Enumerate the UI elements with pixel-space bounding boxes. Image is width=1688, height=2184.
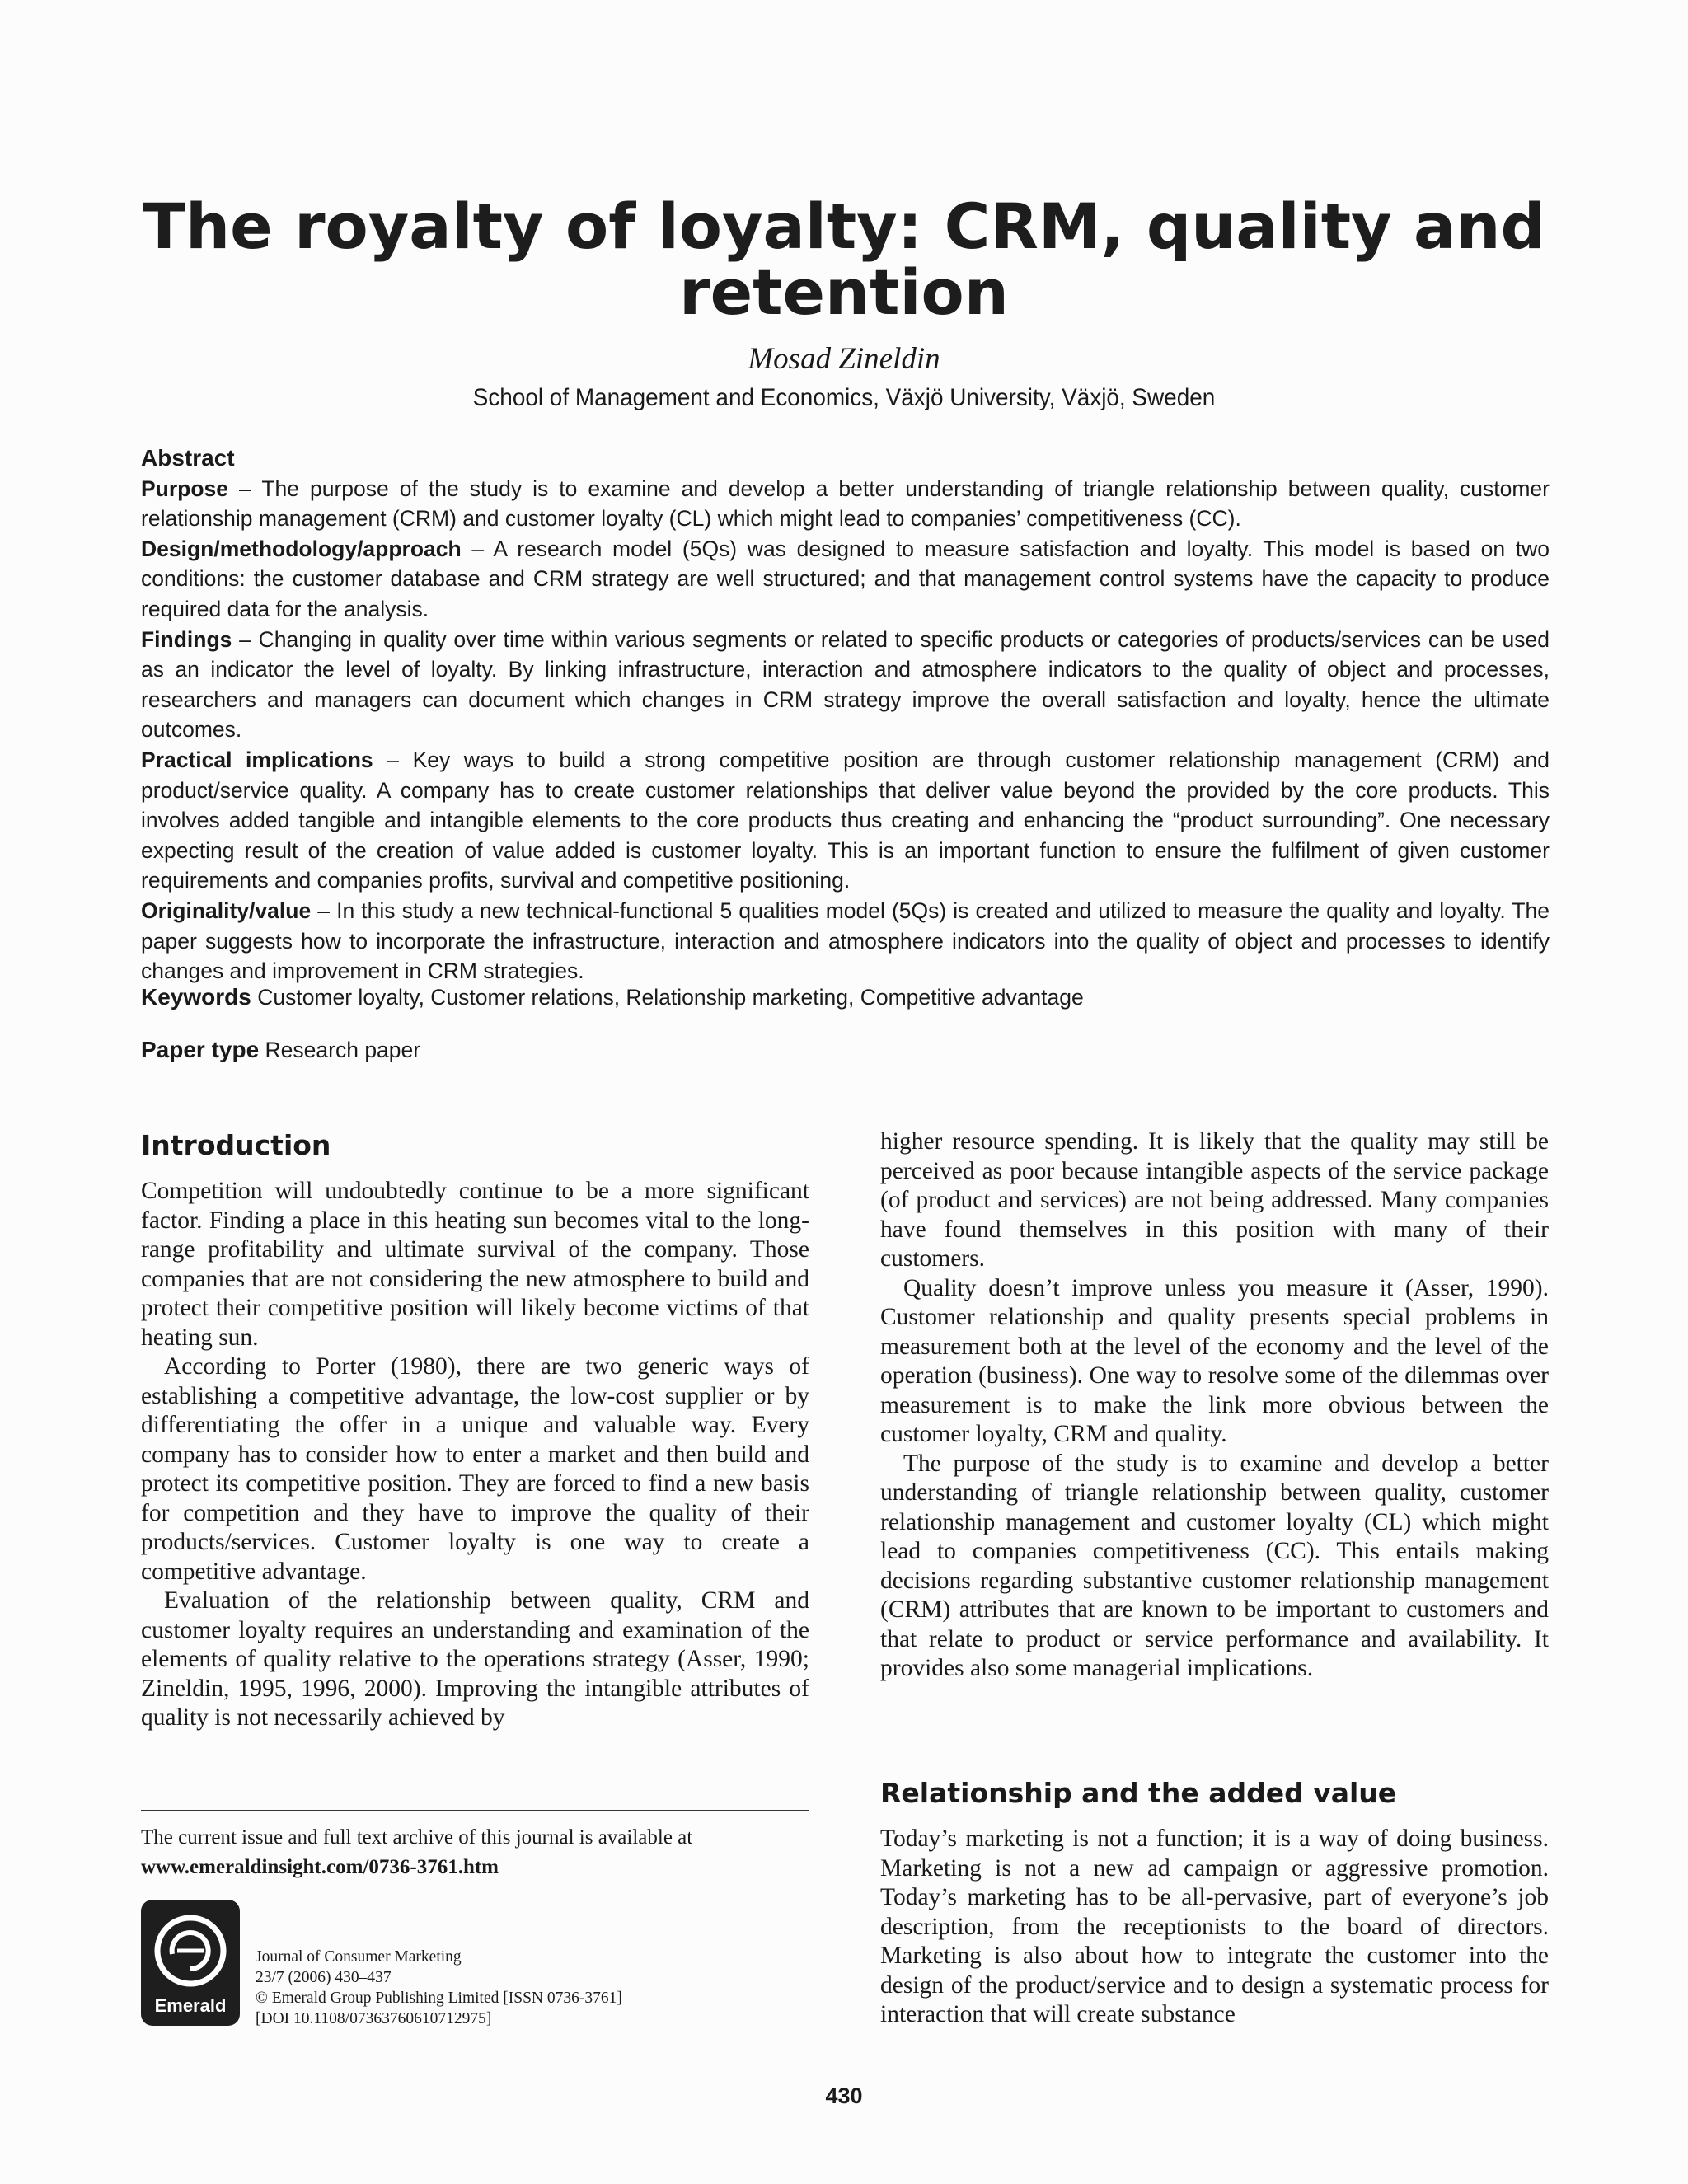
abstract-text: Changing in quality over time within various segments or related to specific products or categories of products/services can be used as an indicator the level of loyalty. By linking infrastructure, interaction and atmosphere indicators to the quality of object and processes, researchers and managers can document which changes in CRM strategy improve the overall satisfaction and loyalty, hence the ultimate outcomes. xyxy=(141,626,1550,743)
body-paragraph: Competition will undoubtedly continue to be a more significant factor. Finding a place in this heating sun becomes vital to the long-range profitability and ultimate survival of the company. Those companies that are not considering the new atmosphere to build and protect their competitive position will likely become victims of that heating sun. xyxy=(141,1178,809,1351)
footnote-divider xyxy=(141,1810,809,1811)
paper-type-label: Paper type xyxy=(141,1037,260,1062)
abstract-section xyxy=(141,625,1550,745)
keywords xyxy=(141,984,1084,1010)
keywords-label: Keywords xyxy=(141,984,251,1010)
abstract-label: Design/methodology/approach xyxy=(141,536,462,561)
abstract xyxy=(141,443,1550,987)
abstract-label: Findings xyxy=(141,626,232,652)
abstract-section xyxy=(141,474,1550,534)
abstract-section xyxy=(141,745,1550,896)
relationship-heading: Relationship and the added value xyxy=(880,1777,1397,1809)
abstract-dash: – xyxy=(311,898,337,923)
archive-url[interactable]: www.emeraldinsight.com/0736-3761.htm xyxy=(141,1856,499,1878)
paper-type-text: Research paper xyxy=(265,1038,421,1062)
body-paragraph: The purpose of the study is to examine and develop a better understanding of triangle relationship between quality, customer relationship management and customer loyalty (CL) which might lead to companies competitiveness (CC). This entails making decisions regarding substantive customer relationship management (CRM) attributes that are known to be important to customers and that relate to product or service performance and availability. It provides also some managerial implications. xyxy=(880,1450,1549,1681)
abstract-dash: – xyxy=(228,476,262,501)
abstract-heading: Abstract xyxy=(141,445,235,471)
author-name: Mosad Zineldin xyxy=(748,342,940,376)
abstract-label: Practical implications xyxy=(141,747,373,772)
journal-line: © Emerald Group Publishing Limited [ISSN 0736-3761] xyxy=(256,1990,622,2007)
archive-text: The current issue and full text archive of this journal is available at xyxy=(141,1826,693,1849)
abstract-dash: – xyxy=(232,626,259,652)
introduction-heading: Introduction xyxy=(141,1129,331,1161)
author-affiliation: School of Management and Economics, Växjö University, Växjö, Sweden xyxy=(472,384,1216,411)
abstract-dash: – xyxy=(373,747,413,772)
paper-title: The royalty of loyalty: CRM, quality and retention xyxy=(143,190,1545,329)
abstract-text: Key ways to build a strong competitive position are through customer relationship management (CRM) and product/service quality. A company has to create customer relationships that deliver value beyond the provided by the core products. This involves added tangible and intangible elements to the core products thus creating and enhancing the “product surrounding”. One necessary expecting result of the creation of value added is customer loyalty. This is an important function to ensure the fulfilment of given customer requirements and companies profits, survival and competitive positioning. xyxy=(141,747,1550,893)
journal-info xyxy=(256,1947,622,2029)
body-paragraph: Today’s marketing is not a function; it is a way of doing business. Marketing is not a new ad campaign or aggressive promotion. Today’s marketing has to be all-pervasive, part of everyone’s job description, from the receptionists to the board of directors. Marketing is also about how to integrate the customer into the design of the product/service and to design a systematic process for interaction that will create substance xyxy=(880,1825,1549,2027)
body-paragraph: higher resource spending. It is likely that the quality may still be perceived as poor because intangible aspects of the service package (of product and services) are not being addressed. Many companies have found themselves in this position with many of their customers. xyxy=(880,1128,1549,1272)
emerald-logo-icon xyxy=(141,1900,240,1999)
right-column xyxy=(880,1127,1549,1684)
abstract-text: A research model (5Qs) was designed to measure satisfaction and loyalty. This model is based on two conditions: the customer database and CRM strategy are well structured; and that management control systems have the capacity to produce required data for the analysis. xyxy=(141,536,1550,621)
emerald-logo xyxy=(141,1900,240,2026)
paper-type xyxy=(141,1037,420,1063)
page-number: 430 xyxy=(825,2083,863,2108)
abstract-label: Purpose xyxy=(141,476,229,501)
abstract-text: In this study a new technical-functional 5 qualities model (5Qs) is created and utilized to measure the quality and loyalty. The paper suggests how to incorporate the infrastructure, interaction and atmosphere indicators into the quality of object and processes to identify changes and improvement in CRM strategies. xyxy=(141,898,1550,984)
abstract-text: The purpose of the study is to examine and develop a better understanding of triangle relationship between quality, customer relationship management (CRM) and customer loyalty (CL) which might lead to companies’ competitiveness (CC). xyxy=(141,476,1550,532)
left-column xyxy=(141,1177,809,1733)
archive-note xyxy=(141,1823,817,1882)
emerald-logo-text: Emerald xyxy=(154,1995,227,2016)
abstract-section xyxy=(141,896,1550,987)
relationship-section xyxy=(880,1825,1549,2030)
body-paragraph: Evaluation of the relationship between quality, CRM and customer loyalty requires an understanding and examination of the elements of quality relative to the operations strategy (Asser, 1990; Zineldin, 1995, 1996, 2000). Improving the intangible attributes of quality is not necessarily achieved by xyxy=(141,1587,809,1731)
abstract-dash: – xyxy=(461,536,494,561)
journal-line: Journal of Consumer Marketing xyxy=(256,1948,462,1966)
journal-line: [DOI 10.1108/07363760610712975] xyxy=(256,2010,492,2027)
body-paragraph: According to Porter (1980), there are two generic ways of establishing a competitive advantage, the low-cost supplier or by differentiating the offer in a unique and valuable way. Every company has to consider how to enter a market and then build and protect its competitive position. They are forced to find a new basis for competition and they have to improve the quality of their products/services. Customer loyalty is one way to create a competitive advantage. xyxy=(141,1353,809,1585)
keywords-text: Customer loyalty, Customer relations, Relationship marketing, Competitive advantage xyxy=(257,985,1084,1010)
abstract-label: Originality/value xyxy=(141,898,312,923)
body-paragraph: Quality doesn’t improve unless you measure it (Asser, 1990). Customer relationship and quality presents special problems in measurement both at the level of the economy and the level of the operation (business). One way to resolve some of the dilemmas over measurement is to make the link more obvious between the customer loyalty, CRM and quality. xyxy=(880,1274,1549,1447)
journal-line: 23/7 (2006) 430–437 xyxy=(256,1969,392,1986)
abstract-section xyxy=(141,534,1550,625)
